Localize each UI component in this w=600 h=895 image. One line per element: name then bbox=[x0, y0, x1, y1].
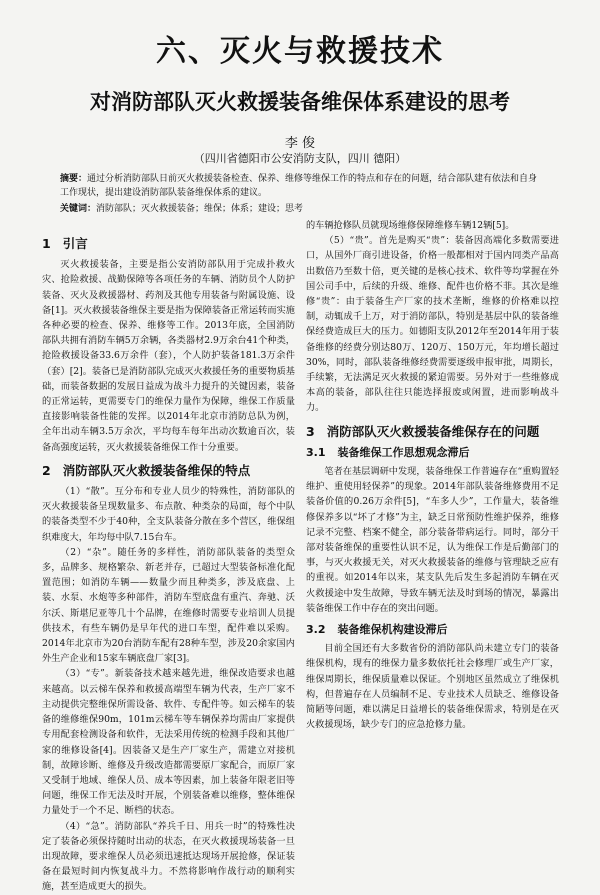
subsection-heading-3-1 bbox=[306, 445, 559, 460]
paragraph: （1）“散”。互分布和专业人员少的特殊性，消防部队的灭火救援装备呈现数量多、布点散、种类杂的局面，每个中队的装备类型不少于40种，全支队装备分散在多个营区，维保组织难度大，年均每中队7.15台车。 bbox=[42, 486, 295, 543]
paragraph: 的车辆抢修队员就现场维修保障维修车辆12辆[5]。 bbox=[306, 220, 515, 231]
paragraph: （5）“贵”。首先是购买“贵”：装备因高端化多数需要进口，从国外厂商引进设备，价格一般都相对于国内同类产品高出数倍乃至数十倍，更关键的是核心技术、软件等均掌握在外国公司手中，后续的升级、维修、配件也价格不菲。其次是维修“贵”：由于装备生产厂家的技术垄断，维修的价格难以控制，动辄成千上万，对于消防部队，特别是基层中队的装备维保经费造成巨大的压力。如德阳支队2012年至2014年用于装备维修的经费分别达80万、120万、150万元，年均增长超过30%，同时，部队装备维修经费需要逐级申报审批，周期长，手续繁，无法满足灭火救援的紧迫需要。另外对于一些维修成本高的装备，部队往往只能选择报废或闲置，进而影响战斗力。 bbox=[306, 235, 559, 414]
section-heading-3 bbox=[306, 424, 559, 439]
section-heading-2 bbox=[42, 463, 295, 478]
section-number: 3 bbox=[306, 423, 315, 439]
section-title: 消防部队灭火救援装备维保存在的问题 bbox=[326, 423, 540, 439]
author-name: 李 俊 bbox=[284, 136, 316, 151]
article-title: 对消防部队灭火救援装备维保体系建设的思考 bbox=[90, 90, 510, 114]
section-title: 引言 bbox=[62, 236, 88, 251]
right-column bbox=[306, 218, 559, 790]
section-number: 3.2 bbox=[306, 623, 326, 637]
author-affiliation: （四川省德阳市公安消防支队，四川 德阳） bbox=[193, 152, 407, 165]
paragraph: 灭火救援装备，主要是指公安消防部队用于完成扑救火灾、抢险救援、战勤保障等各项任务的车辆、消防员个人防护装备、灭火及救援器材、药剂及其他专用装备与附属设施、设备[1]。灭火救援装备维保主要是指为保障装备正常运转而实施各种必要的检查、保养、维修等工作。2013年底，全国消防部队共拥有消防车辆5万余辆，各类器材2.9万余台41个种类，抢险救援设备33.6万余件（套），个人防护装备181.3万余件（套）[2]。装备已是消防部队完成灭火救援任务的重要物质基础，而装备数据的发展日益成为战斗力提升的关键因素，装备的正常运转，更需要专门的维保力量作为保障，维保工作质量直接影响装备性能的发挥。以2014年北京市消防总队为例，全年出动车辆3.5万余次，平均每车每年出动次数逾百次，装备高强度运转，灭火救援装备维保工作十分重要。 bbox=[42, 259, 295, 453]
subsection-heading-3-2 bbox=[306, 622, 559, 637]
section-number: 1 bbox=[42, 236, 51, 251]
abstract-text: 通过分析消防部队日前灭火救援装备检查、保养、维修等维保工作的特点和存在的问题，结合部队建有依法和自身工作现状，提出建设消防部队装备维保体系的建议。 bbox=[60, 174, 538, 198]
keywords bbox=[60, 202, 542, 216]
section-heading-1 bbox=[42, 236, 295, 251]
paragraph: 目前全国还有大多数省份的消防部队尚未建立专门的装备维保机构，现有的维保力量多数依托社会修理厂或生产厂家，维保周期长，维保质量难以保证。个别地区虽然成立了维保机构，但普遍存在人员编制不足、专业技术人员缺乏、维修设备简陋等问题，难以满足日益增长的装备维保需求，特别是在灭火救援现场，缺少专门的应急抢修力量。 bbox=[306, 643, 559, 731]
paragraph: 笔者在基层调研中发现，装备维保工作普遍存在“重购置轻维护、重使用轻保养”的现象。2014年部队装备维修费用不足装备价值的0.26万余件[5]，“车多人少”，工作量大，装备维修保养多以“坏了才修”为主，缺乏日常预防性维护保养，维修记录不完整、档案不健全，部分装备带病运行。同时，部分干部对装备维保的重要性认识不足，认为维保工作是后勤部门的事，与灭火救援无关，对灭火救援装备的维修与管理缺乏应有的重视。如2014年以来，某支队先后发生多起消防车辆在灭火救援途中发生故障，导致车辆无法及时到场的情况，暴露出装备维保工作中存在的突出问题。 bbox=[306, 466, 559, 614]
paragraph: （3）“专”。新装备技术越来越先进，维保改造要求也越来越高。以云梯车保养和救援高端型车辆为代表，生产厂家不主动提供完整维保所需设备、软件、专配件等。如云梯车的装备的维修维保90m，101m云梯车等车辆保养均需由厂家提供专用配套检测设备和软件，无法采用传统的检测手段和其他厂家的维修设备[4]。因装备又是生产厂家生产，需建立对接机制，故障诊断、维修及升级改造都需要原厂家配合，而原厂家又受制于地域、维保人员、成本等因素，加上装备年限老旧等问题，维保工作无法及时开展，个别装备难以维修，整体维保力量处于一个不足、断档的状态。 bbox=[42, 668, 295, 817]
section-title: 消防部队灭火救援装备维保的特点 bbox=[62, 462, 251, 478]
keywords-label: 关键词： bbox=[60, 204, 97, 214]
abstract bbox=[60, 172, 542, 200]
section-title: 装备维保机构建设滞后 bbox=[337, 623, 448, 637]
chapter-title: 六、灭火与救援技术 bbox=[156, 34, 444, 69]
keywords-text: 消防部队；灭火救援装备；维保；体系；建设；思考 bbox=[96, 204, 304, 214]
section-number: 2 bbox=[42, 462, 51, 478]
left-column bbox=[42, 228, 295, 893]
paragraph: （4）“急”。消防部队“养兵千日、用兵一时”的特殊性决定了装备必须保持随时出动的状态，在灭火救援现场装备一旦出现故障，要求维保人员必须迅速抵达现场开展抢修，保证装备在最短时间内恢复战斗力。不然将影响作战行动的顺利实施，甚至造成更大的损失。 bbox=[42, 820, 295, 893]
abstract-label: 摘要： bbox=[60, 174, 88, 184]
section-number: 3.1 bbox=[306, 445, 326, 459]
paragraph: （2）“杂”。随任务的多样性，消防部队装备的类型众多，品牌多、规格繁杂、新老并存，已超过大型装备标准化配置范围；如消防车辆——数量少而且种类多，涉及底盘、上装、水泵、水炮等多种部件，消防车型底盘有重汽、奔驰、沃尔沃、斯堪尼亚等几十个品牌，在维修时需要专业培训人员提供技术，有些车辆仍是早年代的进口车型，配件难以采购。2014年北京市为20台消防车配有28种车型，涉及20余家国内外生产企业和15家车辆底盘厂家[3]。 bbox=[42, 546, 295, 665]
section-title: 装备维保工作思想观念滞后 bbox=[337, 445, 470, 459]
